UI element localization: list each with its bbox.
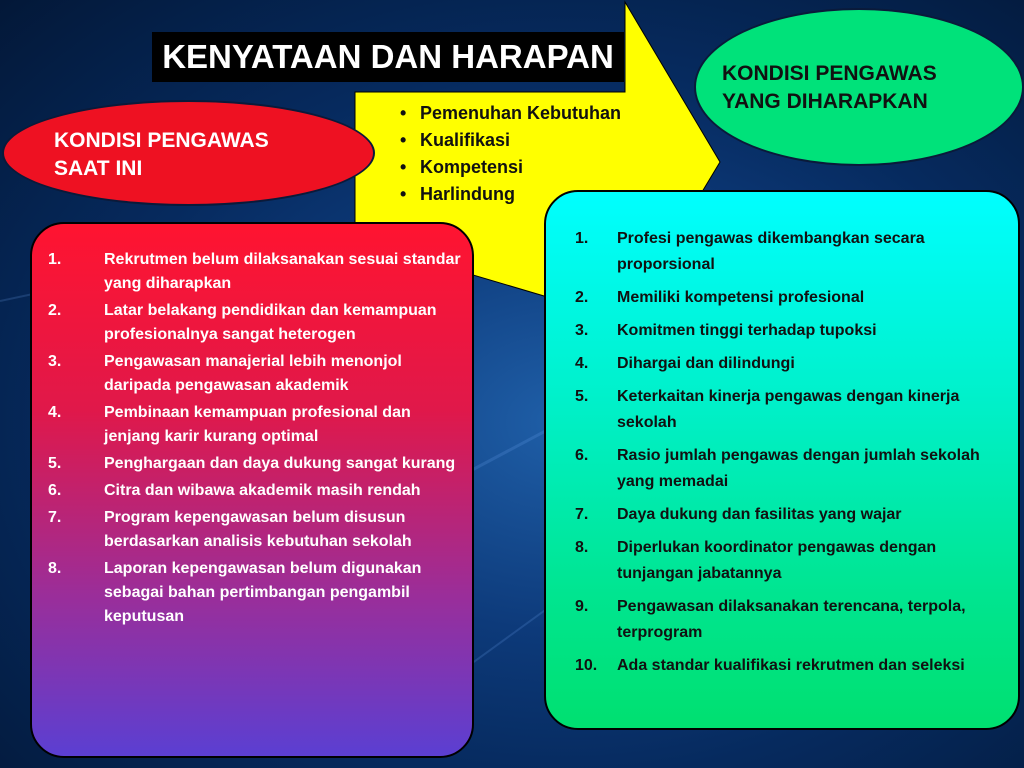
expected-condition-list [575, 226, 1015, 686]
list-item [575, 653, 1015, 679]
expected-condition-panel [544, 190, 1020, 730]
item-text: Keterkaitan kinerja pengawas dengan kinerja sekolah [617, 388, 960, 431]
item-number: 4. [575, 355, 589, 372]
item-number: 5. [48, 455, 62, 472]
item-number: 2. [575, 289, 589, 306]
item-number: 10. [575, 657, 598, 674]
bullet-text: Pemenuhan Kebutuhan [420, 103, 622, 123]
bullet-icon: • [400, 103, 407, 123]
item-number: 1. [575, 230, 589, 247]
bullet-icon: • [400, 184, 407, 204]
item-text: Komitmen tinggi terhadap tupoksi [617, 322, 877, 339]
item-text: Diperlukan koordinator pengawas dengan tunjangan jabatannya [617, 539, 937, 582]
item-text: Rekrutmen belum dilaksanakan sesuai standar yang diharapkan [104, 251, 461, 292]
bullet-icon: • [400, 157, 407, 177]
item-number: 8. [48, 560, 62, 577]
item-number: 6. [48, 482, 62, 499]
arrow-bullet-item [400, 127, 621, 154]
heading-line: YANG DIHARAPKAN [722, 90, 928, 113]
bullet-icon: • [400, 130, 407, 150]
item-text: Pengawasan manajerial lebih menonjol daripada pengawasan akademik [104, 353, 402, 394]
list-item [575, 285, 1015, 311]
list-item [48, 248, 468, 296]
arrow-bullet-item [400, 100, 621, 127]
list-item [48, 557, 468, 629]
item-text: Program kepengawasan belum disusun berdasarkan analisis kebutuhan sekolah [104, 509, 412, 550]
current-condition-list [48, 248, 468, 632]
expected-condition-heading [694, 8, 1024, 166]
current-condition-panel [30, 222, 474, 758]
item-number: 1. [48, 251, 62, 268]
item-text: Memiliki kompetensi profesional [617, 289, 865, 306]
list-item [48, 401, 468, 449]
item-number: 5. [575, 388, 589, 405]
item-text: Dihargai dan dilindungi [617, 355, 795, 372]
list-item [48, 299, 468, 347]
list-item [48, 452, 468, 476]
bullet-text: Kualifikasi [420, 130, 511, 150]
list-item [575, 502, 1015, 528]
item-number: 6. [575, 447, 589, 464]
item-text: Ada standar kualifikasi rekrutmen dan seleksi [617, 657, 965, 674]
item-number: 9. [575, 598, 589, 615]
item-number: 3. [575, 322, 589, 339]
item-text: Pembinaan kemampuan profesional dan jenjang karir kurang optimal [104, 404, 411, 445]
item-number: 2. [48, 302, 62, 319]
list-item [575, 535, 1015, 587]
list-item [575, 594, 1015, 646]
item-number: 7. [48, 509, 62, 526]
item-text: Laporan kepengawasan belum digunakan sebagai bahan pertimbangan pengambil keputusan [104, 560, 422, 625]
arrow-bullet-item [400, 154, 621, 181]
list-item [575, 226, 1015, 278]
item-text: Rasio jumlah pengawas dengan jumlah sekolah yang memadai [617, 447, 980, 490]
item-number: 3. [48, 353, 62, 370]
list-item [48, 350, 468, 398]
list-item [575, 443, 1015, 495]
current-condition-heading [2, 100, 375, 206]
bullet-text: Kompetensi [420, 157, 524, 177]
list-item [575, 351, 1015, 377]
heading-line: KONDISI PENGAWAS [54, 129, 269, 152]
list-item [48, 479, 468, 503]
list-item [575, 318, 1015, 344]
item-text: Latar belakang pendidikan dan kemampuan profesionalnya sangat heterogen [104, 302, 437, 343]
bullet-text: Harlindung [420, 184, 515, 204]
list-item [575, 384, 1015, 436]
item-number: 7. [575, 506, 589, 523]
list-item [48, 506, 468, 554]
heading-line: SAAT INI [54, 157, 143, 180]
item-number: 8. [575, 539, 589, 556]
item-number: 4. [48, 404, 62, 421]
item-text: Profesi pengawas dikembangkan secara proporsional [617, 230, 925, 273]
item-text: Citra dan wibawa akademik masih rendah [104, 482, 421, 499]
slide-title: KENYATAAN DAN HARAPAN [152, 32, 624, 82]
item-text: Daya dukung dan fasilitas yang wajar [617, 506, 902, 523]
heading-line: KONDISI PENGAWAS [722, 62, 937, 85]
item-text: Pengawasan dilaksanakan terencana, terpola, terprogram [617, 598, 966, 641]
item-text: Penghargaan dan daya dukung sangat kurang [104, 455, 456, 472]
